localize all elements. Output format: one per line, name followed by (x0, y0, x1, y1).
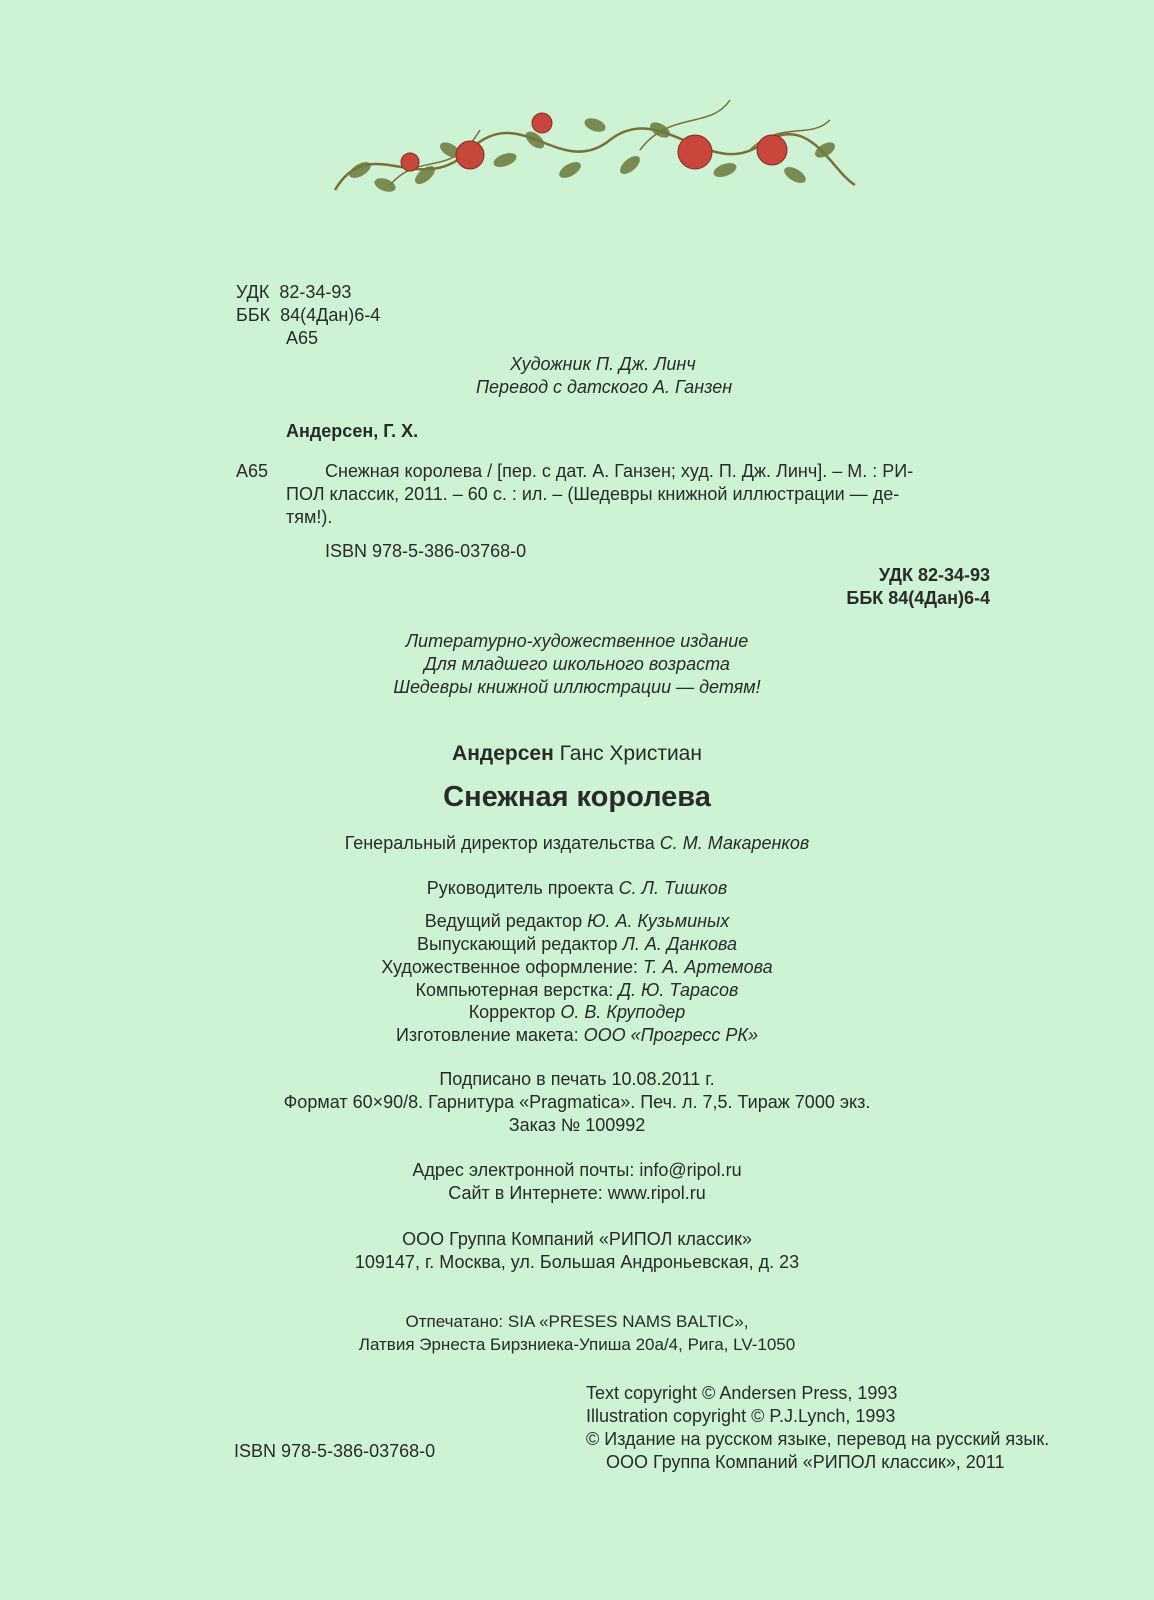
printer-address: Латвия Эрнеста Бирзниека-Упиша 20а/4, Рига, LV-1050 (358, 1335, 796, 1354)
catalog-line-3: тям!). (286, 507, 333, 527)
staff-release-editor: Выпускающий редактор Л. А. Данкова (417, 934, 737, 954)
translator-credit: Перевод с датского А. Ганзен (476, 377, 733, 397)
udk-line: УДК 82-34-93 (236, 282, 352, 302)
catalog-udk-bold: УДК 82-34-93 (878, 565, 990, 585)
copyright-russian: © Издание на русском языке, перевод на русский язык. (586, 1429, 1050, 1449)
catalog-line-1: Снежная королева / [пер. с дат. А. Ганзен; худ. П. Дж. Линч]. – М. : РИ- (325, 461, 914, 481)
staff-director: Генеральный директор издательства С. М. Макаренков (344, 833, 810, 853)
staff-project: Руководитель проекта С. Л. Тишков (426, 878, 728, 898)
staff-lead-editor: Ведущий редактор Ю. А. Кузьминых (424, 911, 730, 931)
catalog-mark: А65 (236, 461, 269, 481)
print-order: Заказ № 100992 (508, 1115, 646, 1135)
contact-site: Сайт в Интернете: www.ripol.ru (448, 1183, 706, 1203)
contact-email: Адрес электронной почты: info@ripol.ru (412, 1160, 742, 1180)
book-author: Андерсен Ганс Христиан (452, 742, 702, 765)
copyright-illustration: Illustration copyright © P.J.Lynch, 1993 (586, 1406, 896, 1426)
catalog-isbn: ISBN 978-5-386-03768-0 (325, 541, 527, 561)
print-signed: Подписано в печать 10.08.2011 г. (439, 1069, 715, 1089)
copyright-text: Text copyright © Andersen Press, 1993 (586, 1383, 898, 1403)
edition-age: Для младшего школьного возраста (424, 654, 730, 674)
print-format: Формат 60×90/8. Гарнитура «Pragmatica». Печ. л. 7,5. Тираж 7000 экз. (283, 1092, 871, 1112)
publisher-address: 109147, г. Москва, ул. Большая Андроньевская, д. 23 (354, 1252, 800, 1272)
publisher-name: ООО Группа Компаний «РИПОЛ классик» (402, 1229, 752, 1249)
copyright-group: ООО Группа Компаний «РИПОЛ классик», 2011 (606, 1452, 1005, 1472)
bbk-line: ББК 84(4Дан)6-4 (236, 305, 381, 325)
staff-mockup: Изготовление макета: ООО «Прогресс РК» (395, 1025, 759, 1045)
footer-isbn: ISBN 978-5-386-03768-0 (234, 1441, 436, 1461)
staff-layout: Компьютерная верстка: Д. Ю. Тарасов (415, 980, 739, 1000)
edition-type: Литературно-художественное издание (405, 631, 749, 651)
catalog-author-heading: Андерсен, Г. Х. (286, 421, 419, 441)
book-title: Снежная королева (443, 781, 711, 813)
staff-proofreader: Корректор О. В. Круподер (468, 1002, 686, 1022)
catalog-bbk-bold: ББК 84(4Дан)6-4 (846, 588, 990, 608)
staff-art: Художественное оформление: Т. А. Артемова (381, 957, 773, 977)
edition-series: Шедевры книжной иллюстрации — детям! (393, 677, 761, 697)
author-mark: А65 (286, 328, 319, 348)
printer-name: Отпечатано: SIA «PRESES NAMS BALTIC», (405, 1312, 749, 1331)
artist-credit: Художник П. Дж. Линч (510, 354, 696, 374)
catalog-line-2: ПОЛ классик, 2011. – 60 с. : ил. – (Шедевры книжной иллюстрации — де- (286, 484, 900, 504)
rose-garland-ornament-icon (330, 90, 860, 220)
